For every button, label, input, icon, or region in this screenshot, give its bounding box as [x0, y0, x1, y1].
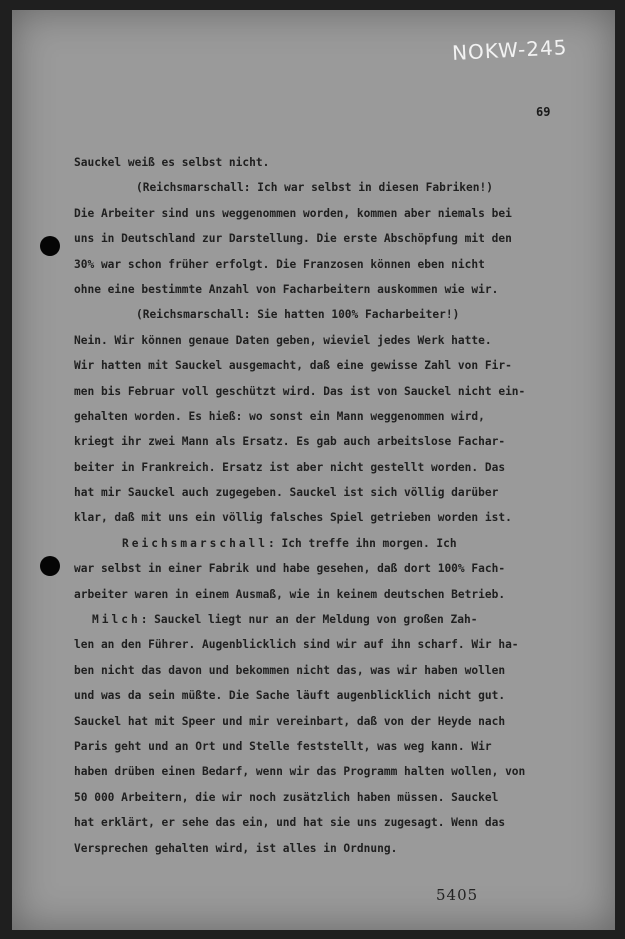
text-line: Nein. Wir können genaue Daten geben, wieviel jedes Werk hatte.: [74, 333, 492, 347]
text-line: gehalten worden. Es hieß: wo sonst ein Mann weggenommen wird,: [74, 409, 485, 423]
text-line: (Reichsmarschall: Sie hatten 100% Facharbeiter!): [136, 308, 460, 322]
text-line: Milch: Sauckel liegt nur an der Meldung von großen Zah-: [92, 613, 478, 627]
text-line: und was da sein müßte. Die Sache läuft augenblicklich nicht gut.: [74, 689, 506, 703]
text-line: klar, daß mit uns ein völlig falsches Spiel getrieben worden ist.: [74, 511, 512, 525]
speaker-name: Milch: [92, 613, 141, 627]
text-line: Sauckel weiß es selbst nicht.: [74, 156, 270, 169]
text-line: (Reichsmarschall: Ich war selbst in diesen Fabriken!): [136, 181, 493, 195]
punch-hole: [40, 556, 60, 576]
typed-text-body: [74, 150, 574, 861]
footer-document-number: 5405: [436, 886, 479, 904]
text-line: beiter in Frankreich. Ersatz ist aber nicht gestellt worden. Das: [74, 460, 506, 474]
text-line: Sauckel hat mit Speer und mir vereinbart, daß von der Heyde nach: [74, 714, 506, 728]
text-line: hat mir Sauckel auch zugegeben. Sauckel ist sich völlig darüber: [74, 486, 499, 500]
punch-hole: [40, 236, 60, 256]
text-line: kriegt ihr zwei Mann als Ersatz. Es gab auch arbeitslose Fachar-: [74, 435, 506, 449]
text-line: Paris geht und an Ort und Stelle feststellt, was weg kann. Wir: [74, 739, 492, 753]
text-line: war selbst in einer Fabrik und habe gesehen, daß dort 100% Fach-: [74, 562, 506, 576]
text-line: Wir hatten mit Sauckel ausgemacht, daß eine gewisse Zahl von Fir-: [74, 359, 512, 373]
speaker-name: Reichsmarschall: [122, 536, 269, 550]
text-line: Die Arbeiter sind uns weggenommen worden, kommen aber niemals bei: [74, 206, 512, 220]
text-line: 30% war schon früher erfolgt. Die Franzosen können eben nicht: [74, 257, 485, 271]
text-line: len an den Führer. Augenblicklich sind wir auf ihn scharf. Wir ha-: [74, 638, 519, 652]
archive-reference: NOKW-245: [451, 34, 569, 66]
text-line: Versprechen gehalten wird, ist alles in Ordnung.: [74, 841, 398, 855]
text-line: haben drüben einen Bedarf, wenn wir das Programm halten wollen, von: [74, 765, 526, 779]
text-line: hat erklärt, er sehe das ein, und hat sie uns zugesagt. Wenn das: [74, 816, 506, 830]
text-line: ohne eine bestimmte Anzahl von Facharbeitern auskommen wie wir.: [74, 282, 499, 296]
document-page: [12, 10, 615, 930]
text-line: Reichsmarschall: Ich treffe ihn morgen. Ich: [122, 536, 457, 550]
text-line: 50 000 Arbeitern, die wir noch zusätzlich haben müssen. Sauckel: [74, 790, 499, 804]
text-line: uns in Deutschland zur Darstellung. Die erste Abschöpfung mit den: [74, 232, 512, 246]
page-number: 69: [536, 105, 551, 119]
text-line: ben nicht das davon und bekommen nicht das, was wir haben wollen: [74, 663, 506, 677]
text-line: men bis Februar voll geschützt wird. Das ist von Sauckel nicht ein-: [74, 384, 526, 398]
text-line: arbeiter waren in einem Ausmaß, wie in keinem deutschen Betrieb.: [74, 587, 506, 601]
